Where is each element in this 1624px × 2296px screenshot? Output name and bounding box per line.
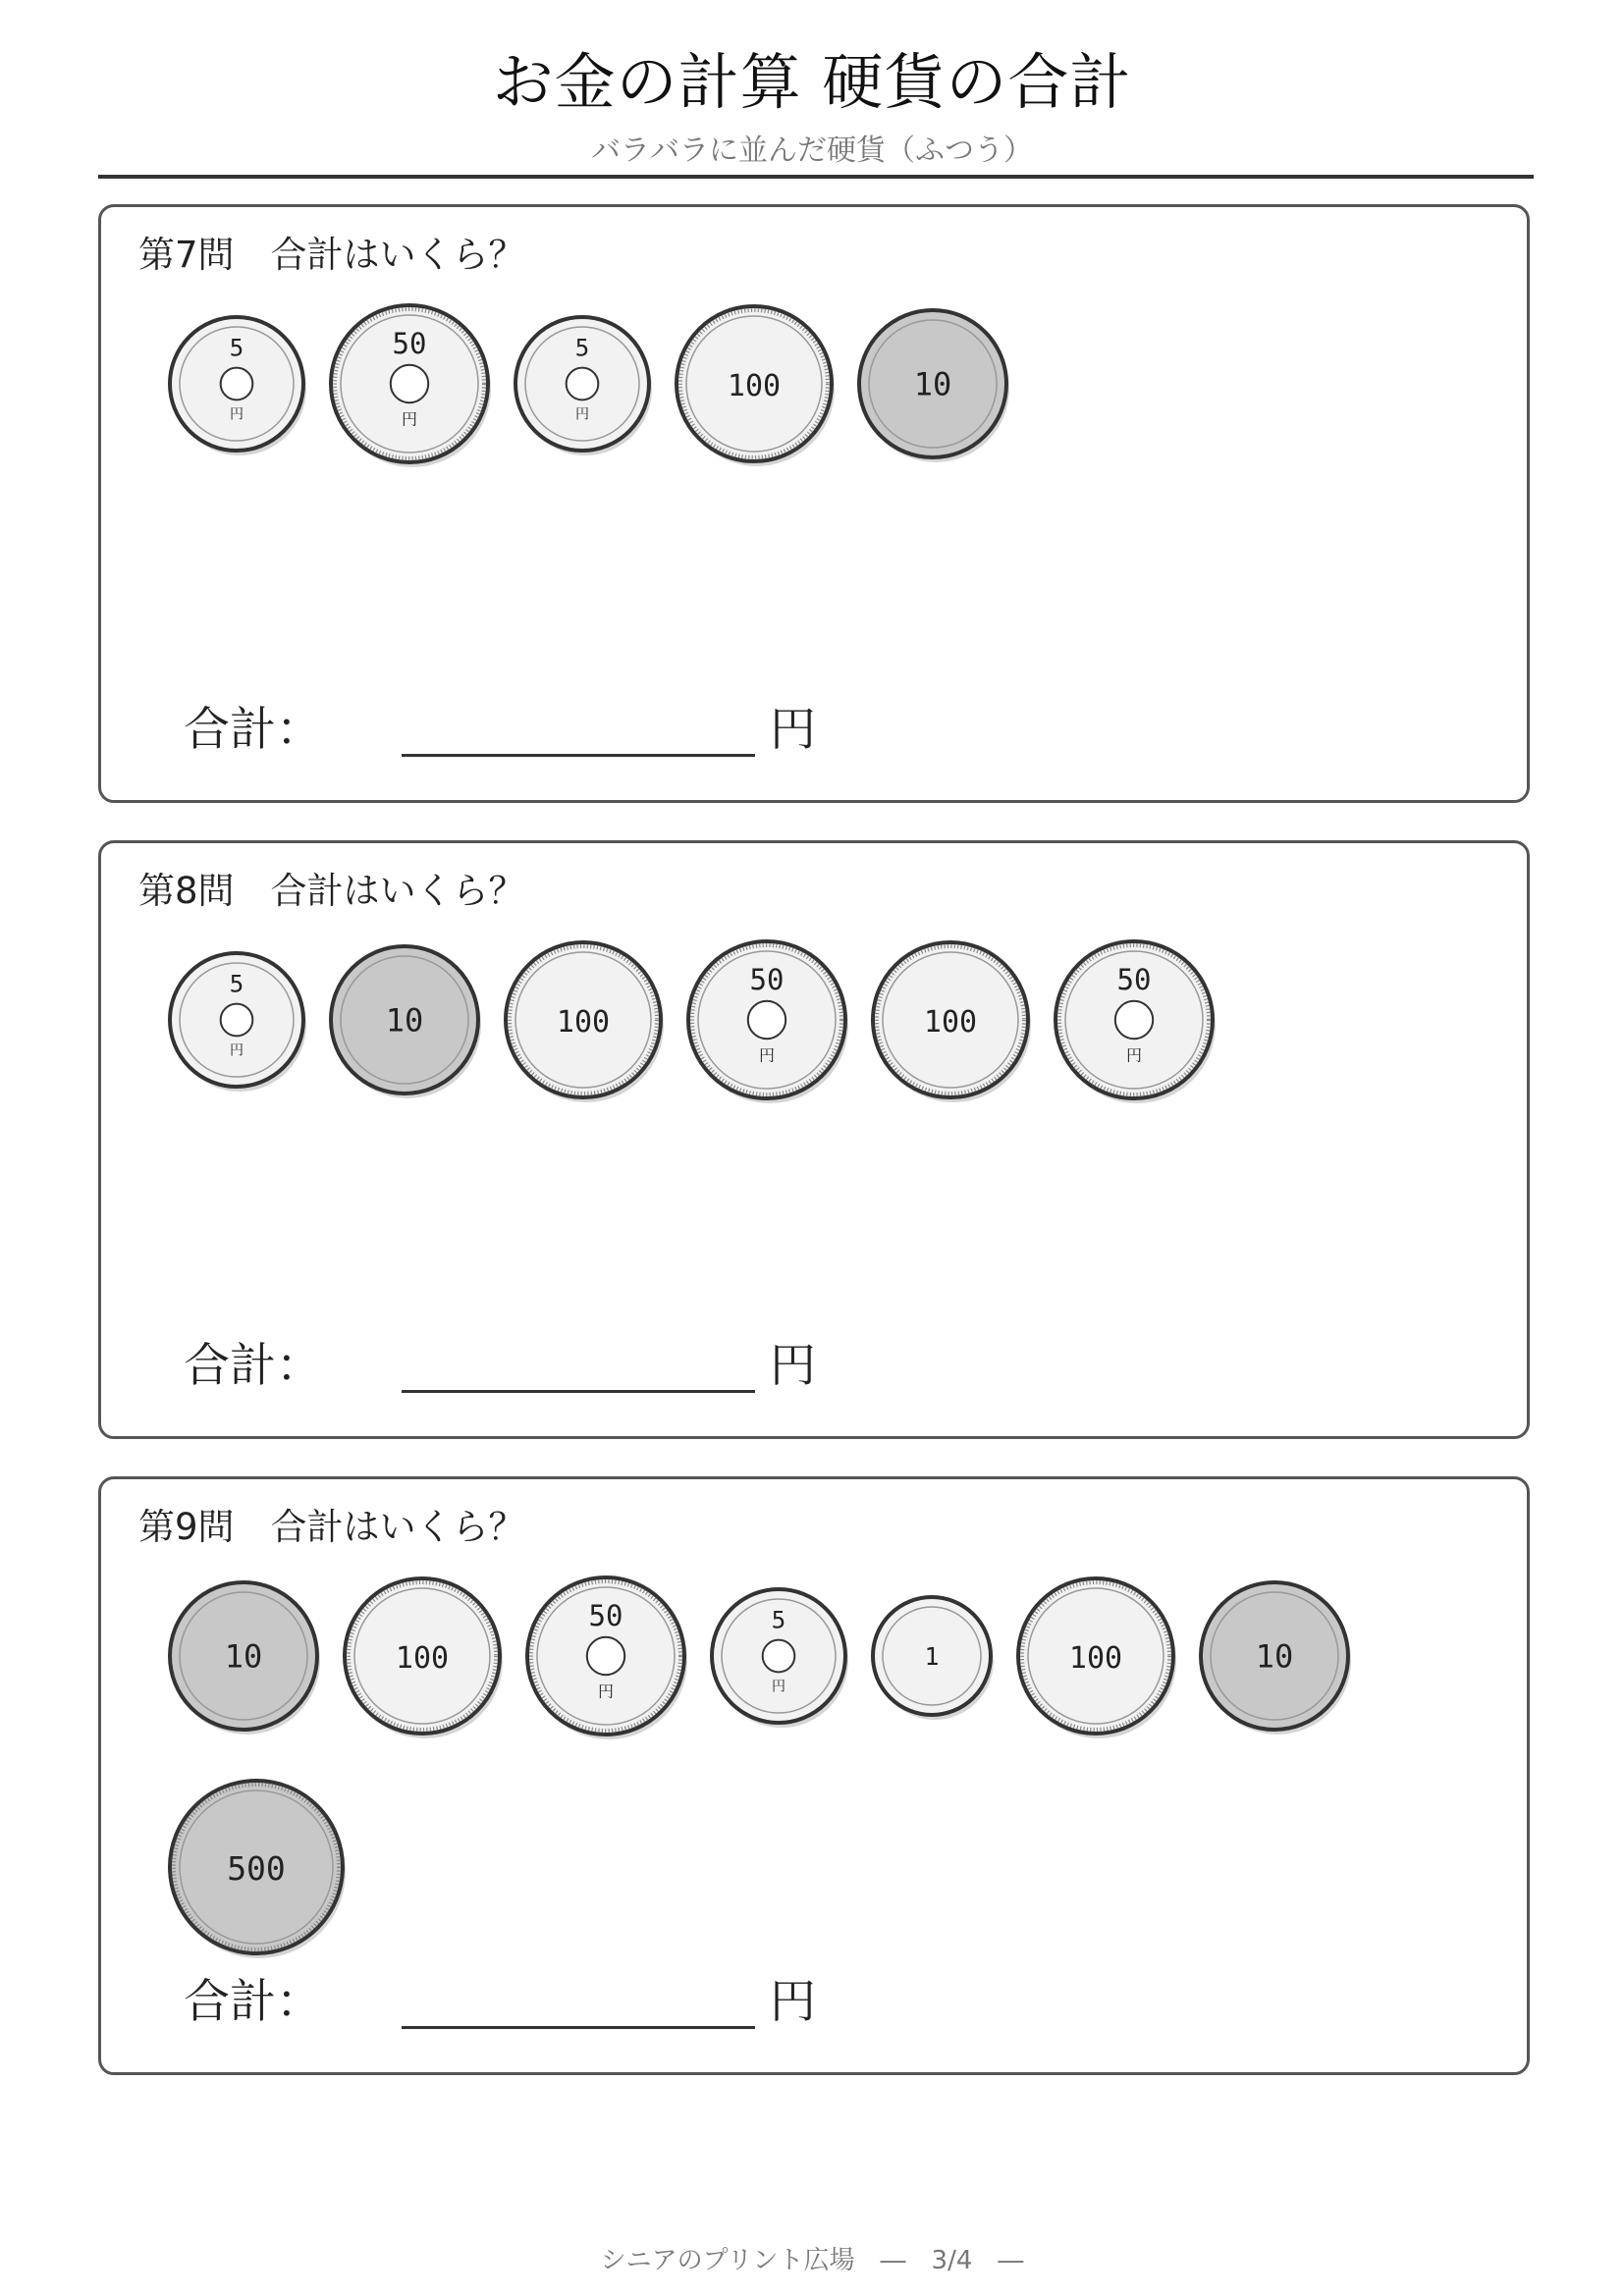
svg-text:10: 10 xyxy=(385,1001,424,1040)
answer-blank[interactable] xyxy=(402,2026,755,2029)
answer-label: 合計： xyxy=(184,703,322,757)
coin-50-yen xyxy=(680,934,853,1106)
problem-title: 第7問 合計はいくら？ xyxy=(138,234,525,276)
answer-unit: 円 xyxy=(770,703,816,757)
problem-card xyxy=(98,1476,1530,2075)
svg-text:10: 10 xyxy=(224,1637,263,1676)
problem-card xyxy=(98,204,1530,803)
svg-text:100: 100 xyxy=(923,1004,978,1040)
answer-label: 合計： xyxy=(184,1339,322,1393)
coin-100-yen xyxy=(669,298,839,469)
coin-10-yen xyxy=(323,938,486,1101)
coin-row xyxy=(101,207,1527,718)
page-subtitle: バラバラに並んだ硬貨（ふつう） xyxy=(591,133,1033,168)
coin-5-yen xyxy=(162,945,311,1095)
page-footer: シニアのプリント広場 ― 3/4 ― xyxy=(600,2246,1024,2275)
answer-unit: 円 xyxy=(770,1339,816,1393)
svg-text:100: 100 xyxy=(1068,1640,1123,1676)
svg-text:円: 円 xyxy=(597,1682,615,1701)
coin-100-yen xyxy=(865,934,1036,1105)
coin-1-yen xyxy=(865,1589,999,1723)
coin-5-yen xyxy=(704,1581,853,1731)
coin-50-yen xyxy=(519,1570,692,1742)
svg-text:円: 円 xyxy=(230,406,244,423)
coin-5-yen xyxy=(508,309,657,458)
problem-card xyxy=(98,840,1530,1439)
svg-text:500: 500 xyxy=(227,1849,286,1889)
coin-row xyxy=(101,1479,1527,1990)
answer-blank[interactable] xyxy=(402,754,755,757)
answer-label: 合計： xyxy=(184,1975,322,2029)
answer-unit: 円 xyxy=(770,1975,816,2029)
problem-title: 第8問 合計はいくら？ xyxy=(138,870,525,912)
svg-text:5: 5 xyxy=(229,334,244,362)
svg-text:1: 1 xyxy=(924,1642,940,1671)
problem-title: 第9問 合計はいくら？ xyxy=(138,1506,525,1548)
svg-text:円: 円 xyxy=(772,1679,785,1695)
svg-text:円: 円 xyxy=(575,406,589,423)
coin-10-yen xyxy=(851,302,1014,465)
title-divider xyxy=(98,175,1534,179)
svg-text:10: 10 xyxy=(1255,1637,1294,1676)
svg-text:50: 50 xyxy=(588,1598,623,1632)
coin-5-yen xyxy=(162,309,311,458)
coin-100-yen xyxy=(1010,1571,1181,1741)
svg-text:50: 50 xyxy=(392,326,427,360)
coin-100-yen xyxy=(498,934,669,1105)
svg-text:5: 5 xyxy=(771,1606,786,1634)
svg-text:円: 円 xyxy=(401,409,418,429)
coin-50-yen xyxy=(323,297,496,470)
svg-text:10: 10 xyxy=(913,365,952,403)
coin-row xyxy=(101,843,1527,1354)
svg-text:円: 円 xyxy=(230,1042,244,1059)
answer-blank[interactable] xyxy=(402,1390,755,1393)
svg-text:円: 円 xyxy=(758,1045,776,1065)
svg-text:5: 5 xyxy=(574,334,590,362)
coin-100-yen xyxy=(337,1571,508,1741)
svg-text:5: 5 xyxy=(229,970,244,998)
svg-text:円: 円 xyxy=(1125,1045,1143,1065)
coin-50-yen xyxy=(1048,934,1220,1106)
svg-text:100: 100 xyxy=(727,368,782,403)
svg-text:50: 50 xyxy=(1116,962,1152,996)
coin-500-yen xyxy=(162,1773,351,1961)
svg-text:50: 50 xyxy=(749,962,785,996)
svg-text:100: 100 xyxy=(556,1004,611,1040)
coin-10-yen xyxy=(162,1575,325,1737)
svg-text:100: 100 xyxy=(395,1640,450,1676)
coin-10-yen xyxy=(1193,1575,1356,1737)
page-title: お金の計算 硬貨の合計 xyxy=(492,46,1132,118)
